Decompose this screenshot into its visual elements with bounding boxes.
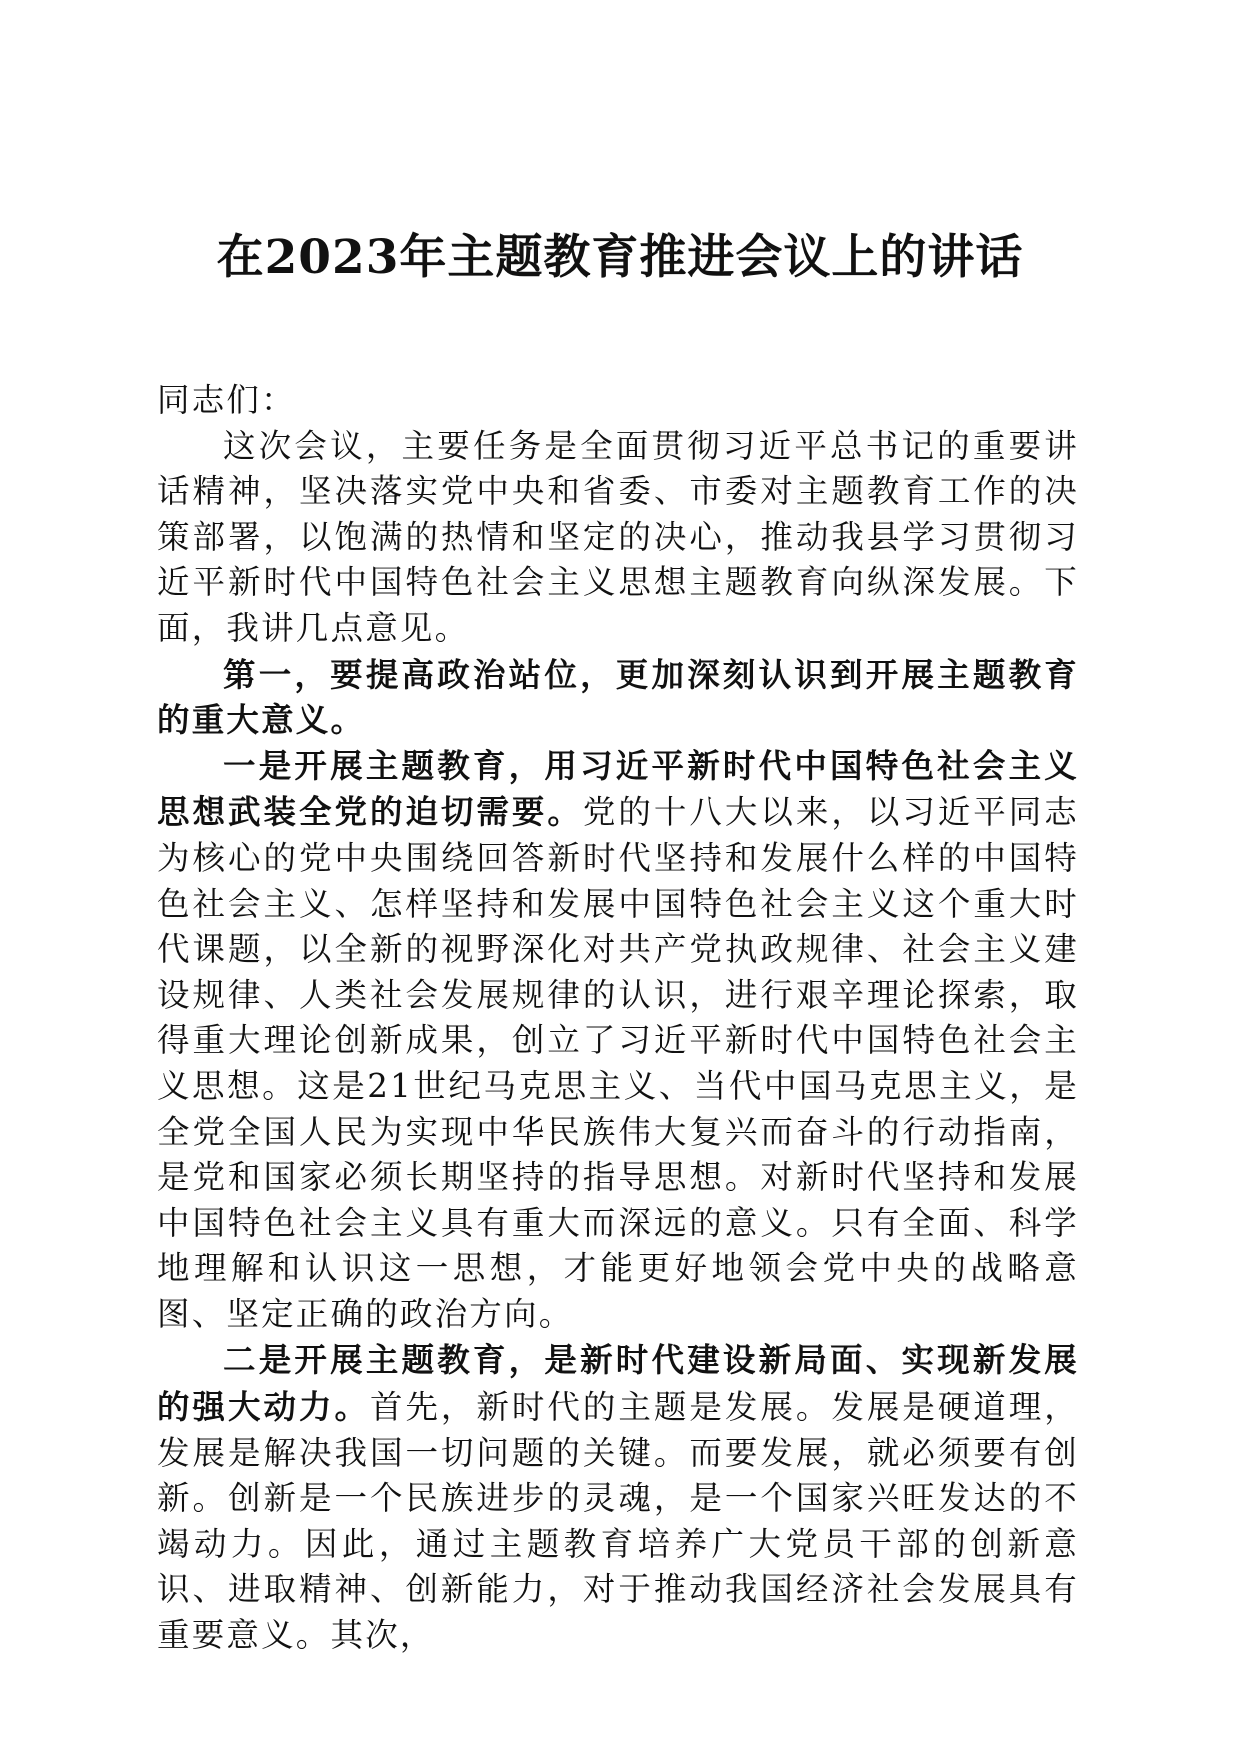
intro-paragraph: 这次会议，主要任务是全面贯彻习近平总书记的重要讲话精神，坚决落实党中央和省委、市委对主题教育工作的决策部署，以饱满的热情和坚定的决心，推动我县学习贯彻习近平新时代中国特色社会主义思想主题教育向纵深发展。下面，我讲几点意见。: [157, 426, 1079, 647]
document-body: [157, 378, 1079, 1659]
point-2-body: 首先，新时代的主题是发展。发展是硬道理，发展是解决我国一切问题的关键。而要发展，就必须要有创新。创新是一个民族进步的灵魂，是一个国家兴旺发达的不竭动力。因此，通过主题教育培养广大党员干部的创新意识、进取精神、创新能力，对于推动我国经济社会发展具有重要意义。其次，: [157, 1388, 1079, 1655]
section-heading-1: 第一，要提高政治站位，更加深刻认识到开展主题教育的重大意义。: [157, 654, 1079, 740]
salutation: 同志们：: [157, 381, 296, 419]
point-2-paragraph: [157, 1337, 1079, 1658]
point-1-lead: 一是开展主题教育，用习近平新时代中国特色社会主义思想武装全党的迫切需要。: [157, 745, 1079, 832]
point-1-paragraph: [157, 743, 1079, 1338]
document-title: 在2023年主题教育推进会议上的讲话: [216, 230, 1024, 285]
point-1-body: 党的十八大以来，以习近平同志为核心的党中央围绕回答新时代坚持和发展什么样的中国特色社会主义、怎样坚持和发展中国特色社会主义这个重大时代课题，以全新的视野深化对共产党执政规律、社会主义建设规律、人类社会发展规律的认识，进行艰辛理论探索，取得重大理论创新成果，创立了习近平新时代中国特色社会主义思想。这是21世纪马克思主义、当代中国马克思主义，是全党全国人民为实现中华民族伟大复兴而奋斗的行动指南，是党和国家必须长期坚持的指导思想。对新时代坚持和发展中国特色社会主义具有重大而深远的意义。只有全面、科学地理解和认识这一思想，才能更好地领会党中央的战略意图、坚定正确的政治方向。: [157, 793, 1079, 1333]
point-2-lead: 二是开展主题教育，是新时代建设新局面、实现新发展的强大动力。: [157, 1340, 1079, 1427]
